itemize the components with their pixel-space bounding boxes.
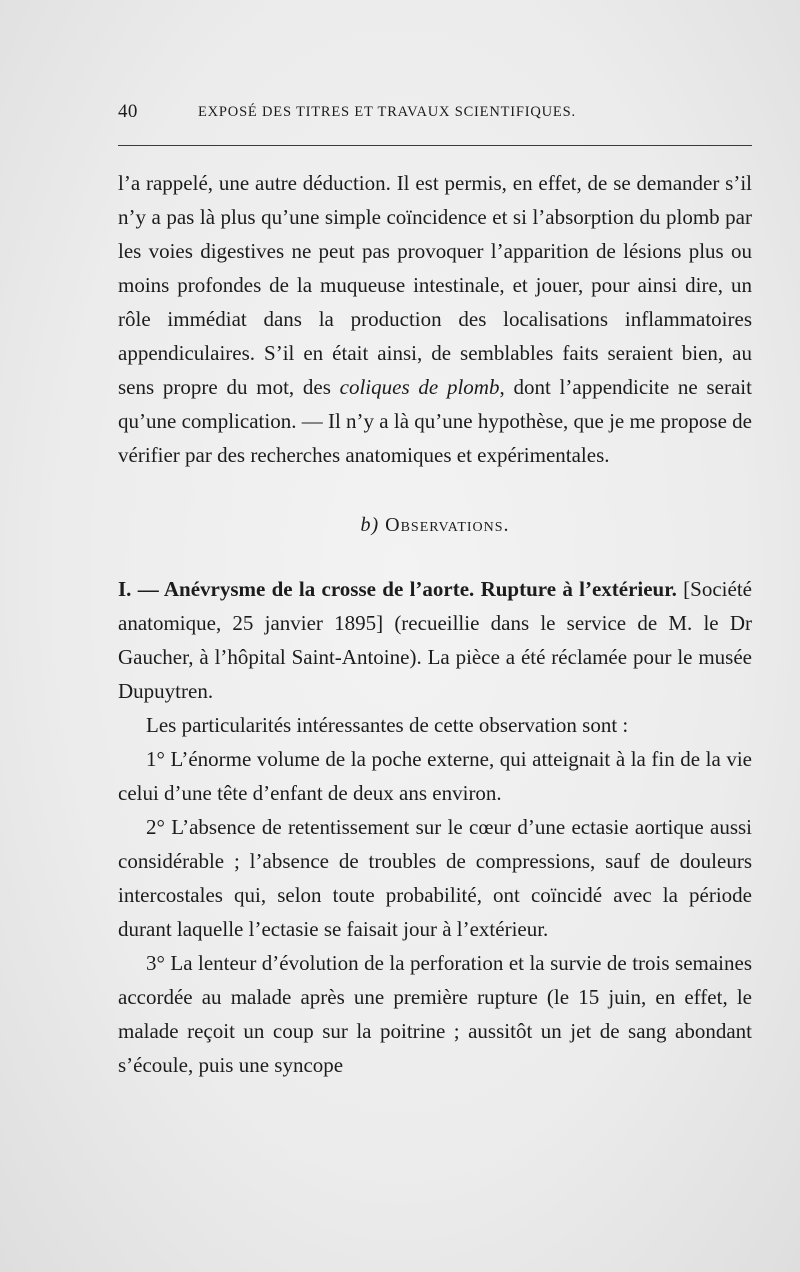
- section-letter: b): [360, 514, 380, 536]
- point-1: 1° L’énorme volume de la poche externe, qui atteignait à la fin de la vie celui d’une tête d’enfant de deux ans environ.: [118, 747, 752, 805]
- observation-intro: Les particularités intéressantes de cette observation sont :: [146, 713, 629, 737]
- section-title: Observations.: [385, 514, 510, 536]
- page-header: [118, 101, 752, 131]
- paragraph-text-cont: , dont l’appendicite ne serait qu’une complication. — Il n’y a là qu’une hypothèse, que je me propose de vérifier par des recherches anatomiques et expérimentales.: [118, 375, 752, 467]
- point-2: 2° L’absence de retentissement sur le cœur d’une ectasie aortique aussi considérable ; l’absence de troubles de compressions, sauf de douleurs intercostales qui, selon toute probabilité, ont coïncidé avec la période durant laquelle l’ectasie se faisait jour à l’extérieur.: [118, 815, 752, 941]
- emphasis-text: coliques de plomb: [339, 375, 500, 399]
- header-rule: [118, 145, 752, 146]
- body-text: [118, 166, 752, 1082]
- section-heading: [118, 508, 752, 542]
- page-number: 40: [118, 101, 138, 122]
- point-3: 3° La lenteur d’évolution de la perforation et la survie de trois semaines accordée au malade après une première rupture (le 15 juin, en effet, le malade reçoit un coup sur la poitrine ; aussitôt un jet de sang abondant s’écoule, puis une syncope: [118, 951, 752, 1077]
- paragraph-text: l’a rappelé, une autre déduction. Il est permis, en effet, de se demander s’il n’y a pas là plus qu’une simple coïncidence et si l’absorption du plomb par les voies digestives ne peut pas provoquer l’apparition de lésions plus ou moins profondes de la muqueuse intestinale, et jouer, pour ainsi dire, un rôle immédiat dans la production des localisations inflammatoires appendiculaires. S’il en était ainsi, de semblables faits seraient bien, au sens propre du mot, des: [118, 171, 752, 399]
- observation-title: I. — Anévrysme de la crosse de l’aorte. Rupture à l’extérieur.: [118, 577, 677, 601]
- observation-heading: [118, 572, 752, 708]
- paragraph-lead-colic: [118, 166, 752, 472]
- running-title: EXPOSÉ DES TITRES ET TRAVAUX SCIENTIFIQUES.: [198, 104, 576, 120]
- observation-details: [Société anatomique, 25 janvier 1895] (recueillie dans le service de M. le Dr Gaucher, à l’hôpital Saint-Antoine). La pièce a été réclamée pour le musée Dupuytren.: [118, 577, 752, 703]
